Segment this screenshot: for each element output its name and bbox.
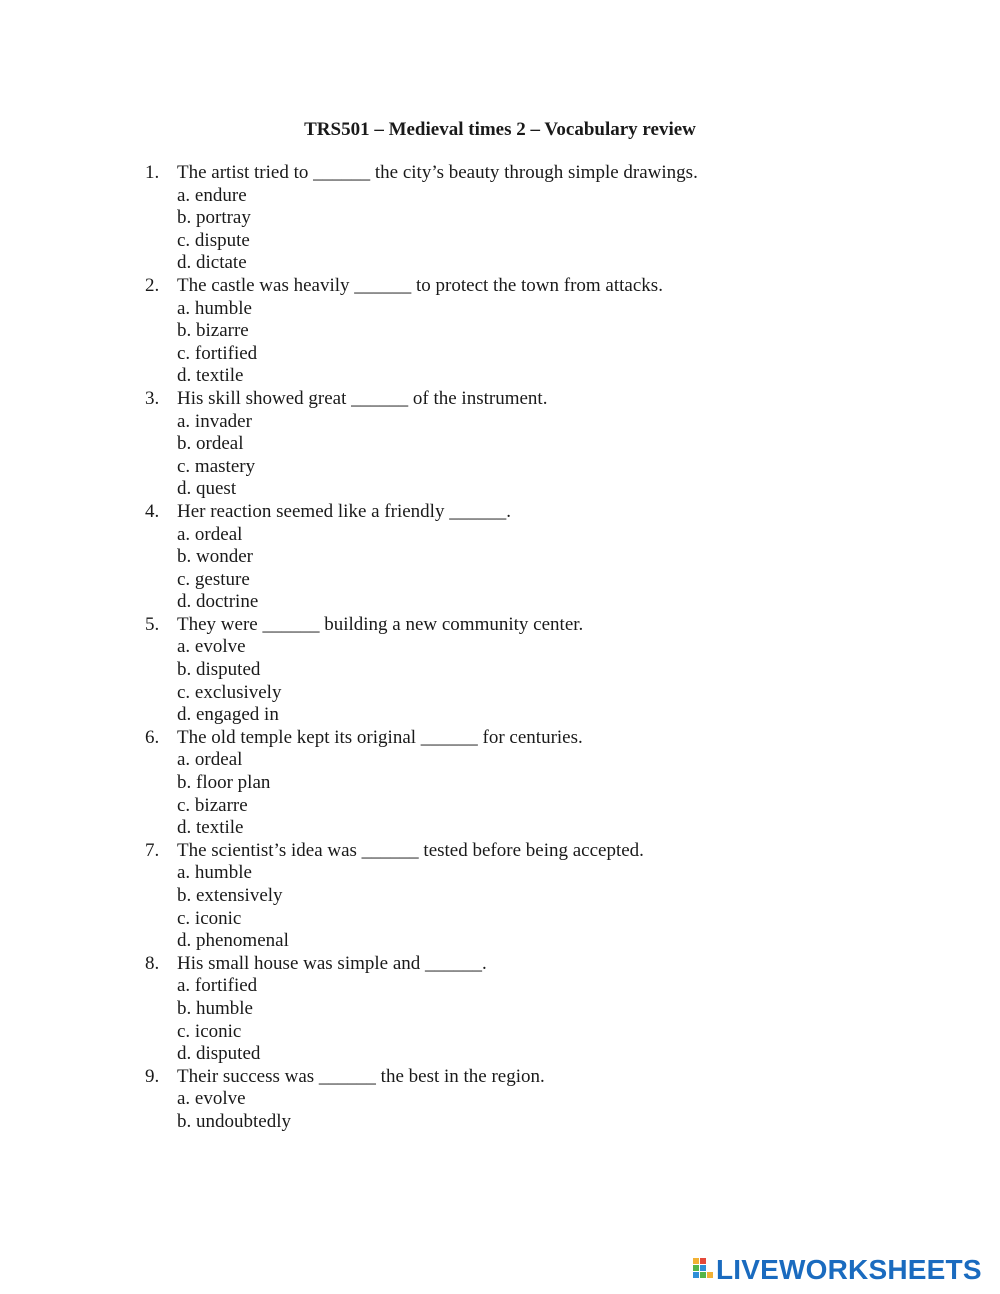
- answer-option: c. iconic: [177, 907, 242, 929]
- answer-option: b. ordeal: [177, 433, 244, 455]
- page-title: TRS501 – Medieval times 2 – Vocabulary review: [304, 119, 696, 140]
- answer-option: d. doctrine: [177, 591, 259, 613]
- question-7: [145, 840, 905, 953]
- answer-option: d. engaged in: [177, 704, 279, 726]
- question-number: 6.: [145, 726, 160, 748]
- question-number: 4.: [145, 500, 160, 522]
- question-text: The scientist’s idea was ______ tested before being accepted.: [177, 839, 644, 861]
- answer-option: c. bizarre: [177, 794, 248, 816]
- question-line: [145, 953, 905, 976]
- answer-option: a. invader: [177, 410, 252, 432]
- answer-option: b. wonder: [177, 546, 253, 568]
- answer-option: b. extensively: [177, 885, 283, 906]
- question-line: [145, 275, 905, 298]
- answer-option: c. exclusively: [177, 681, 282, 703]
- answer-option: d. textile: [177, 817, 244, 839]
- answer-option: c. mastery: [177, 455, 256, 477]
- question-5: [145, 614, 905, 727]
- question-text: Their success was ______ the best in the region.: [177, 1065, 545, 1087]
- answer-option: a. fortified: [177, 975, 258, 997]
- answer-option: c. iconic: [177, 1020, 242, 1042]
- answer-option: a. endure: [177, 184, 247, 206]
- question-text: The castle was heavily ______ to protect the town from attacks.: [177, 274, 663, 296]
- answer-option: d. textile: [177, 365, 244, 387]
- question-text: They were ______ building a new community center.: [177, 613, 584, 635]
- question-number: 3.: [145, 387, 160, 409]
- question-number: 2.: [145, 274, 160, 296]
- question-line: [145, 840, 905, 863]
- answer-option: a. ordeal: [177, 749, 243, 771]
- answer-option: b. humble: [177, 997, 253, 1019]
- question-2: [145, 275, 905, 388]
- question-3: [145, 388, 905, 501]
- question-line: [145, 162, 905, 185]
- question-line: [145, 727, 905, 750]
- question-line: [145, 501, 905, 524]
- question-number: 1.: [145, 162, 160, 183]
- answer-option: c. fortified: [177, 342, 258, 364]
- answer-option: b. portray: [177, 207, 251, 229]
- question-number: 7.: [145, 839, 160, 861]
- question-number: 8.: [145, 952, 160, 974]
- question-line: [145, 614, 905, 637]
- brand-wordmark: LIVEWORKSHEETS: [716, 1254, 982, 1285]
- question-list: [145, 162, 905, 1134]
- answer-option: d. disputed: [177, 1043, 261, 1065]
- answer-option: b. floor plan: [177, 772, 271, 794]
- question-text: The old temple kept its original ______ for centuries.: [177, 726, 583, 748]
- question-line: [145, 1066, 905, 1089]
- question-text: His skill showed great ______ of the instrument.: [177, 387, 548, 409]
- liveworksheets-logo-icon: [692, 1256, 714, 1284]
- question-line: [145, 388, 905, 411]
- answer-option: c. dispute: [177, 229, 250, 251]
- question-8: [145, 953, 905, 1066]
- question-text: Her reaction seemed like a friendly ______.: [177, 500, 511, 522]
- answer-option: b. bizarre: [177, 320, 249, 342]
- answer-option: b. undoubtedly: [177, 1110, 291, 1132]
- question-9: [145, 1066, 905, 1134]
- answer-option: d. phenomenal: [177, 930, 289, 952]
- answer-option: c. gesture: [177, 568, 250, 590]
- answer-option: a. evolve: [177, 1088, 246, 1110]
- liveworksheets-brand: [692, 1254, 982, 1286]
- answer-option: a. ordeal: [177, 523, 243, 545]
- question-1: [145, 162, 905, 275]
- question-4: [145, 501, 905, 614]
- question-number: 9.: [145, 1065, 160, 1087]
- answer-option: d. dictate: [177, 252, 247, 274]
- question-number: 5.: [145, 613, 160, 635]
- question-6: [145, 727, 905, 840]
- answer-option: d. quest: [177, 478, 237, 500]
- answer-option: b. disputed: [177, 659, 261, 681]
- answer-option: a. humble: [177, 862, 252, 884]
- answer-option: a. humble: [177, 297, 252, 319]
- answer-option: a. evolve: [177, 636, 246, 658]
- question-text: His small house was simple and ______.: [177, 952, 487, 974]
- question-text: The artist tried to ______ the city’s beauty through simple drawings.: [177, 162, 698, 183]
